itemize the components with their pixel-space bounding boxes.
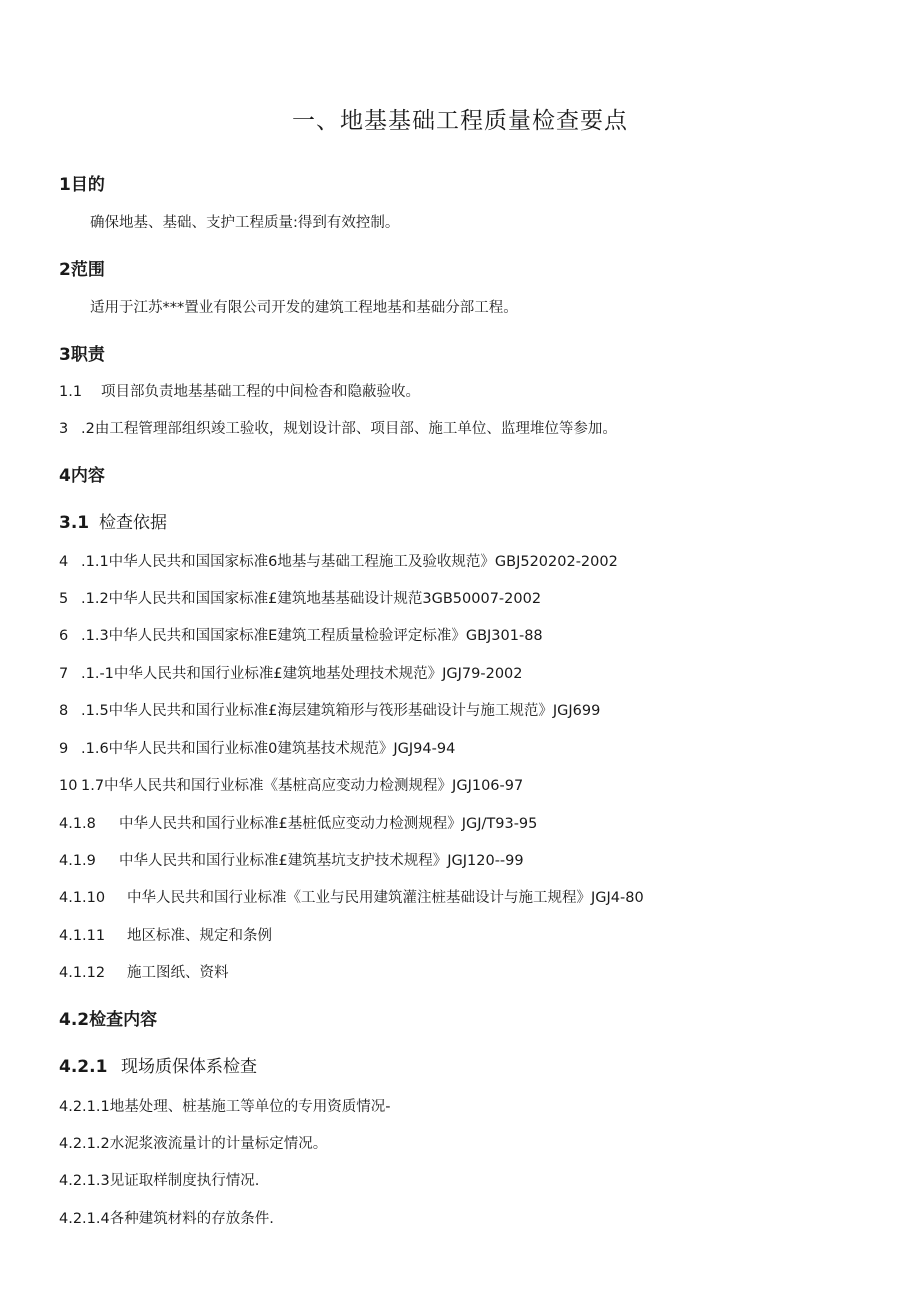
basis-item — [59, 774, 523, 795]
basis-item-number: 8 — [59, 703, 69, 719]
basis-item-number: 10 — [59, 778, 78, 794]
basis-item — [59, 662, 523, 683]
basis-item-text: .1.-1中华人民共和国行业标准£建筑地基处理技术规范》JGJ79-2002 — [81, 666, 523, 682]
check-item: 4.2.1.4各种建筑材料的存放条件. — [59, 1211, 274, 1227]
purpose-text: 确保地基、基础、支护工程质量:得到有效控制。 — [90, 215, 400, 231]
scope-text: 适用于江苏***置业有限公司开发的建筑工程地基和基础分部工程。 — [90, 300, 518, 316]
basis-item-number: 4 — [59, 554, 69, 570]
basis-item — [59, 849, 524, 870]
basis-item-text: 1.7中华人民共和国行业标准《基桩高应变动力检测规程》JGJ106-97 — [81, 778, 524, 794]
basis-item — [59, 550, 618, 571]
subsection-label: 检查依据 — [99, 513, 167, 533]
page-title: 一、地基基础工程质量检查要点 — [292, 108, 628, 134]
basis-item — [59, 624, 543, 645]
basis-item-text: 地区标准、规定和条例 — [127, 928, 272, 944]
basis-item — [59, 924, 272, 945]
duty-item-number: 1.1 — [59, 384, 83, 400]
subsection-number: 4.2.1 — [59, 1057, 108, 1077]
basis-item-text: 中华人民共和国行业标准£基桩低应变动力检测规程》JGJ/T93-95 — [119, 816, 538, 832]
basis-item-number: 6 — [59, 628, 69, 644]
basis-item-number: 5 — [59, 591, 69, 607]
check-item: 4.2.1.2水泥浆液流量计的计量标定情况。 — [59, 1136, 328, 1152]
subsection-number: 3.1 — [59, 513, 90, 533]
duty-item-text: .2由工程管理部组织竣工验收，规划设计部、项目部、施工单位、监理堆位等参加。 — [81, 421, 617, 437]
basis-item-number: 9 — [59, 741, 69, 757]
basis-item-text: 施工图纸、资料 — [127, 965, 229, 981]
subsection-heading-basis — [59, 508, 167, 533]
basis-item — [59, 737, 455, 758]
section-heading-scope: 2范围 — [59, 260, 105, 280]
basis-item-number: 4.1.11 — [59, 928, 106, 944]
duty-item-number: 3 — [59, 421, 69, 437]
section-heading-purpose: 1目的 — [59, 175, 105, 195]
basis-item-text: .1.6中华人民共和国行业标准0建筑基技术规范》JGJ94-94 — [81, 741, 456, 757]
basis-item-text: .1.1中华人民共和国国家标准6地基与基础工程施工及验收规范》GBJ520202-2002 — [81, 554, 618, 570]
basis-item-text: .1.3中华人民共和国国家标准E建筑工程质量检验评定标准》GBJ301-88 — [81, 628, 543, 644]
basis-item-text: .1.2中华人民共和国国家标准£建筑地基基础设计规范3GB50007-2002 — [81, 591, 542, 607]
section-heading-content: 4内容 — [59, 466, 105, 486]
duty-item — [59, 417, 617, 438]
basis-item-number: 4.1.12 — [59, 965, 106, 981]
basis-item — [59, 812, 537, 833]
basis-item-number: 4.1.8 — [59, 816, 96, 832]
basis-item — [59, 587, 541, 608]
basis-item-number: 4.1.10 — [59, 890, 106, 906]
subsection-heading-quality-system — [59, 1052, 257, 1077]
basis-item-text: 中华人民共和国行业标准£建筑基坑支护技术规程》JGJ120--99 — [119, 853, 524, 869]
section-heading-duty: 3职责 — [59, 345, 105, 365]
subsection-label: 现场质保体系检查 — [121, 1057, 257, 1077]
basis-item-number: 7 — [59, 666, 69, 682]
basis-item-text: .1.5中华人民共和国行业标准£海层建筑箱形与筏形基础设计与施工规范》JGJ699 — [81, 703, 601, 719]
section-heading-check: 4.2检查内容 — [59, 1010, 158, 1030]
check-item: 4.2.1.3见证取样制度执行情况. — [59, 1173, 260, 1189]
basis-item-text: 中华人民共和国行业标准《工业与民用建筑灌注桩基础设计与施工规程》JGJ4-80 — [127, 890, 644, 906]
basis-item — [59, 886, 644, 907]
basis-item — [59, 961, 229, 982]
basis-item — [59, 699, 600, 720]
check-item: 4.2.1.1地基处理、桩基施工等单位的专用资质情况- — [59, 1099, 391, 1115]
basis-item-number: 4.1.9 — [59, 853, 96, 869]
duty-item-text: 项目部负责地基基础工程的中间检杳和隐蔽验收。 — [101, 384, 420, 400]
duty-item — [59, 380, 420, 401]
